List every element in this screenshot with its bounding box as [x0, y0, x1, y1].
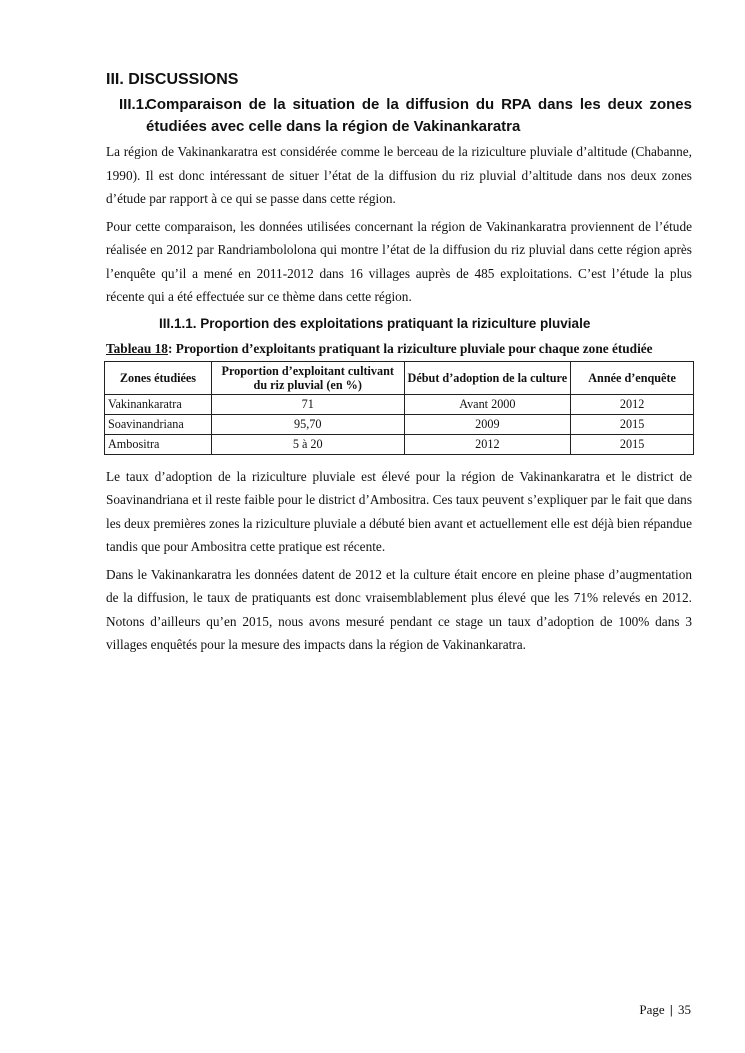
column-header: Zones étudiées [105, 361, 212, 394]
column-header: Début d’adoption de la culture [404, 361, 571, 394]
page-number: 35 [678, 1002, 691, 1017]
table-caption-tag: Tableau 18 [106, 340, 168, 356]
paragraph: Le taux d’adoption de la riziculture pluviale est élevé pour la région de Vakinankaratra et le district de Soavinandriana et il reste faible pour le district d’Ambositra. Ces taux peuvent s’expliquer par le fait que dans les deux premières zones la riziculture pluviale a débuté bien avant et actuellement elle est déjà bien répandue tandis que pour Ambositra cette pratique est récente. [106, 468, 692, 554]
paragraph: La région de Vakinankaratra est considérée comme le berceau de la riziculture pluviale d’altitude (Chabanne, 1990). Il est donc intéressant de situer l’état de la diffusion du riz pluvial d’altitude dans nos deux zones d’étude par rapport à ce qui se passe dans cette région. [106, 144, 692, 206]
table-header-row [105, 361, 694, 394]
table-cell: Ambositra [105, 434, 212, 454]
table-cell: Vakinankaratra [105, 394, 212, 414]
table-row [105, 414, 694, 434]
section-heading [106, 94, 692, 138]
table-cell: 2015 [571, 414, 694, 434]
table-cell: 2012 [571, 394, 694, 414]
subsection-heading: III.1.1. Proportion des exploitations pratiquant la riziculture pluviale [159, 315, 591, 331]
table-cell: 2015 [571, 434, 694, 454]
column-header: Proportion d’exploitant cultivant du riz pluvial (en %) [211, 361, 404, 394]
table-cell: 95,70 [211, 414, 404, 434]
table-cell: 71 [211, 394, 404, 414]
table-cell: Soavinandriana [105, 414, 212, 434]
table-cell: 5 à 20 [211, 434, 404, 454]
table-row [105, 434, 694, 454]
column-header: Année d’enquête [571, 361, 694, 394]
footer-label: Page [639, 1002, 665, 1017]
footer-separator: | [669, 1002, 673, 1017]
page-footer [639, 1002, 691, 1018]
section-title: Comparaison de la situation de la diffusion du RPA dans les deux zones étudiées avec celle dans la région de Vakinankaratra [146, 96, 692, 135]
document-page [106, 70, 692, 661]
table-cell: 2012 [404, 434, 571, 454]
table-row [105, 394, 694, 414]
paragraph: Dans le Vakinankaratra les données datent de 2012 et la culture était encore en pleine phase d’augmentation de la diffusion, le taux de pratiquants est donc vraisemblablement plus élevé que les 71% relevés en 2012. Notons d’ailleurs qu’en 2015, nous avons mesuré pendant ce stage un taux d’adoption de 100% dans 3 villages enquêtés pour la mesure des impacts dans la région de Vakinankaratra. [106, 566, 692, 652]
paragraph: Pour cette comparaison, les données utilisées concernant la région de Vakinankaratra proviennent de l’étude réalisée en 2012 par Randriambololona qui montre l’état de la diffusion du riz pluvial dans cette région après l’enquête qu’il a mené en 2011-2012 dans 16 villages auprès de 485 exploitations. C’est l’étude la plus récente qui a été effectuée sur ce thème dans cette région. [106, 218, 692, 304]
table-cell: 2009 [404, 414, 571, 434]
data-table [104, 361, 694, 455]
table-caption-text: : Proportion d’exploitants pratiquant la riziculture pluviale pour chaque zone étudiée [167, 340, 653, 356]
main-heading: III. DISCUSSIONS [106, 71, 239, 88]
table-caption [106, 339, 692, 359]
section-number: III.1. [119, 96, 149, 113]
table-cell: Avant 2000 [404, 394, 571, 414]
